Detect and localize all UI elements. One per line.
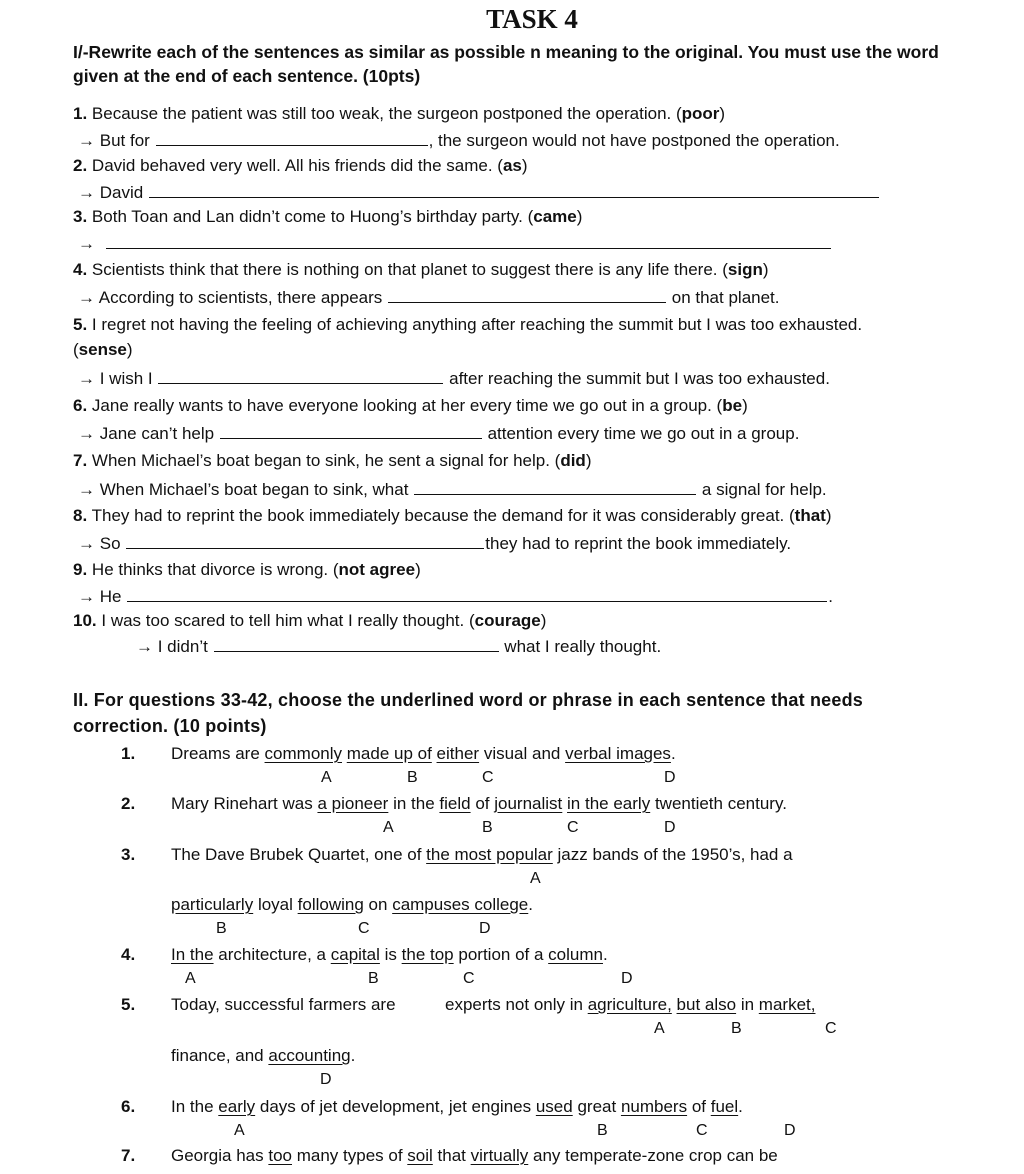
q1-number: 1. bbox=[121, 744, 136, 763]
arrow-icon: → bbox=[78, 288, 95, 307]
item-4-rewrite: → According to scientists, there appears on that planet. bbox=[78, 288, 780, 307]
item-3-sentence: 3. Both Toan and Lan didn’t come to Huong’s birthday party. (came) bbox=[73, 207, 583, 226]
q3-option-d[interactable]: D bbox=[479, 920, 491, 937]
q5-option-c[interactable]: C bbox=[825, 1020, 837, 1037]
q1-option-c[interactable]: C bbox=[482, 769, 494, 786]
answer-blank[interactable] bbox=[126, 533, 484, 549]
q2-sentence: Mary Rinehart was a pioneer in the field of journalist in the early twentieth century. bbox=[171, 794, 787, 813]
q2-option-b[interactable]: B bbox=[482, 819, 493, 836]
answer-blank[interactable] bbox=[414, 479, 696, 495]
q6-sentence: In the early days of jet development, jet engines used great numbers of fuel. bbox=[171, 1097, 743, 1116]
q6-number: 6. bbox=[121, 1097, 136, 1116]
item-5-keyword: (sense) bbox=[73, 340, 133, 359]
q5-option-a[interactable]: A bbox=[654, 1020, 665, 1037]
arrow-icon: → bbox=[78, 534, 95, 553]
arrow-icon: → bbox=[78, 234, 95, 253]
q3-option-b[interactable]: B bbox=[216, 920, 227, 937]
arrow-icon: → bbox=[78, 183, 95, 202]
item-5-rewrite: → I wish I after reaching the summit but I was too exhausted. bbox=[78, 369, 830, 388]
item-7-rewrite: → When Michael’s boat began to sink, what a signal for help. bbox=[78, 480, 827, 499]
part1-instruction-line2: given at the end of each sentence. (10pts) bbox=[73, 66, 421, 86]
answer-blank[interactable] bbox=[127, 586, 827, 602]
arrow-icon: → bbox=[136, 637, 153, 656]
item-3-rewrite bbox=[78, 233, 832, 254]
item-2-sentence: 2. David behaved very well. All his friends did the same. (as) bbox=[73, 156, 528, 175]
arrow-icon: → bbox=[78, 480, 95, 499]
item-1-sentence: 1. Because the patient was still too weak, the surgeon postponed the operation. (poor) bbox=[73, 104, 726, 123]
item-10-rewrite: → I didn’t what I really thought. bbox=[136, 637, 662, 656]
q4-sentence: In the architecture, a capital is the top portion of a column. bbox=[171, 945, 608, 964]
q1-option-d[interactable]: D bbox=[664, 769, 676, 786]
q5-number: 5. bbox=[121, 995, 136, 1014]
part1-instruction-line1: I/-Rewrite each of the sentences as similar as possible n meaning to the original. You must use the word bbox=[73, 42, 939, 62]
item-6-sentence: 6. Jane really wants to have everyone looking at her every time we go out in a group. (be) bbox=[73, 396, 748, 415]
item-5-sentence: 5. I regret not having the feeling of achieving anything after reaching the summit but I was too exhausted. bbox=[73, 315, 863, 334]
arrow-icon: → bbox=[78, 587, 95, 606]
item-8-sentence: 8. They had to reprint the book immediately because the demand for it was considerably great. (that) bbox=[73, 506, 832, 525]
q5-sentence-line1: Today, successful farmers are bbox=[171, 995, 396, 1014]
answer-blank[interactable] bbox=[388, 287, 666, 303]
q1-option-a[interactable]: A bbox=[321, 769, 332, 786]
arrow-icon: → bbox=[78, 369, 95, 388]
q3-sentence-line2: particularly loyal following on campuses college. bbox=[171, 895, 533, 914]
q3-sentence-line1: The Dave Brubek Quartet, one of the most popular jazz bands of the 1950’s, had a bbox=[171, 845, 793, 864]
arrow-icon: → bbox=[78, 424, 95, 443]
q2-option-a[interactable]: A bbox=[383, 819, 394, 836]
q2-number: 2. bbox=[121, 794, 136, 813]
item-6-rewrite: → Jane can’t help attention every time we go out in a group. bbox=[78, 424, 800, 443]
q5-option-b[interactable]: B bbox=[731, 1020, 742, 1037]
q5-sentence-line1b: experts not only in agriculture, but also in market, bbox=[445, 995, 816, 1014]
answer-blank[interactable] bbox=[220, 423, 482, 439]
item-4-sentence: 4. Scientists think that there is nothing on that planet to suggest there is any life there. (sign) bbox=[73, 260, 769, 279]
q6-option-b[interactable]: B bbox=[597, 1122, 608, 1139]
answer-blank[interactable] bbox=[158, 368, 443, 384]
q4-option-c[interactable]: C bbox=[463, 970, 475, 987]
part2-header-line2: correction. (10 points) bbox=[73, 716, 267, 736]
q5-option-d[interactable]: D bbox=[320, 1071, 332, 1088]
answer-blank[interactable] bbox=[156, 130, 428, 146]
q2-option-c[interactable]: C bbox=[567, 819, 579, 836]
q7-number: 7. bbox=[121, 1146, 136, 1165]
q4-option-a[interactable]: A bbox=[185, 970, 196, 987]
q6-option-c[interactable]: C bbox=[696, 1122, 708, 1139]
q4-option-b[interactable]: B bbox=[368, 970, 379, 987]
q3-option-c[interactable]: C bbox=[358, 920, 370, 937]
item-2-rewrite: → David bbox=[78, 182, 880, 203]
answer-blank[interactable] bbox=[106, 233, 831, 249]
q3-number: 3. bbox=[121, 845, 136, 864]
q4-number: 4. bbox=[121, 945, 136, 964]
q5-sentence-line2: finance, and accounting. bbox=[171, 1046, 356, 1065]
q1-option-b[interactable]: B bbox=[407, 769, 418, 786]
q7-sentence: Georgia has too many types of soil that virtually any temperate-zone crop can be bbox=[171, 1146, 778, 1165]
item-1-rewrite: → But for , the surgeon would not have postponed the operation. bbox=[78, 131, 840, 150]
q2-option-d[interactable]: D bbox=[664, 819, 676, 836]
q4-option-d[interactable]: D bbox=[621, 970, 633, 987]
q1-sentence: Dreams are commonly made up of either visual and verbal images. bbox=[171, 744, 676, 763]
item-7-sentence: 7. When Michael’s boat began to sink, he sent a signal for help. (did) bbox=[73, 451, 592, 470]
q6-option-d[interactable]: D bbox=[784, 1122, 796, 1139]
answer-blank[interactable] bbox=[149, 182, 879, 198]
arrow-icon: → bbox=[78, 131, 95, 150]
page-title: TASK 4 bbox=[486, 4, 578, 34]
q6-option-a[interactable]: A bbox=[234, 1122, 245, 1139]
item-9-rewrite: → He . bbox=[78, 587, 833, 606]
part2-header-line1: II. For questions 33-42, choose the underlined word or phrase in each sentence that needs bbox=[73, 690, 863, 710]
item-8-rewrite: → So they had to reprint the book immediately. bbox=[78, 534, 792, 553]
answer-blank[interactable] bbox=[214, 636, 499, 652]
q3-option-a[interactable]: A bbox=[530, 870, 541, 887]
item-10-sentence: 10. I was too scared to tell him what I really thought. (courage) bbox=[73, 611, 547, 630]
item-9-sentence: 9. He thinks that divorce is wrong. (not agree) bbox=[73, 560, 421, 579]
